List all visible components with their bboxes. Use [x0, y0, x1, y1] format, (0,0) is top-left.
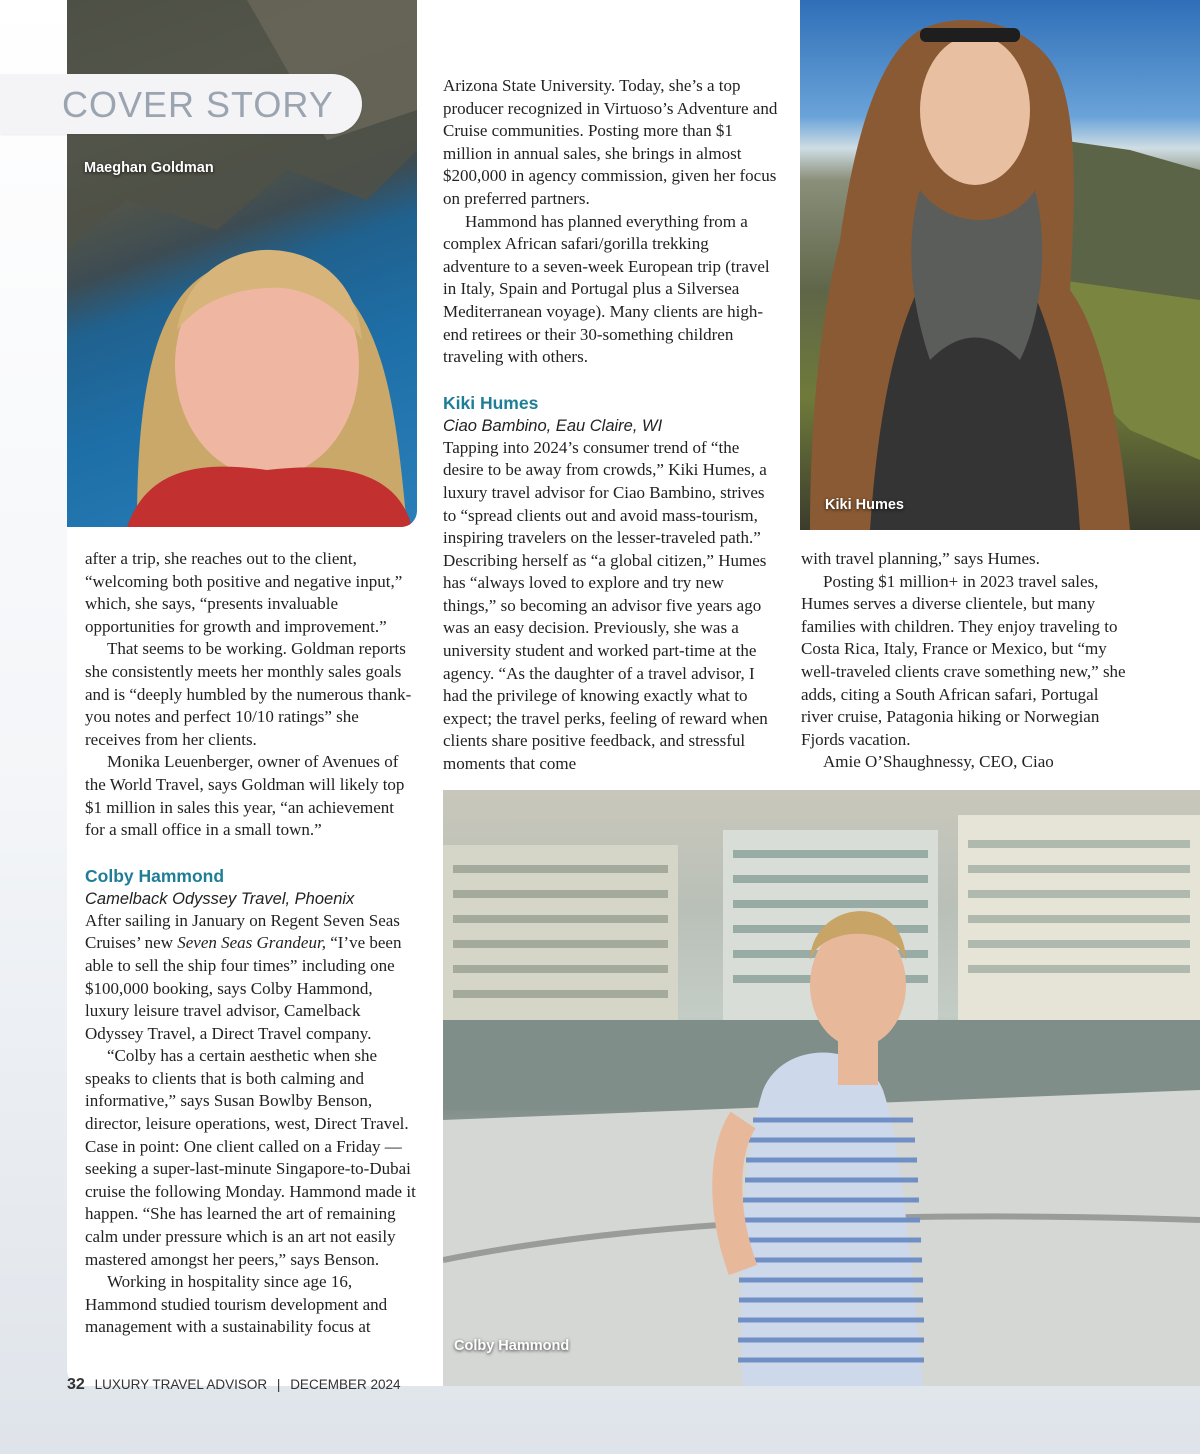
paragraph: after a trip, she reaches out to the client, “welcoming both positive and negative input,” which, she says, “presents invaluable opportunities for growth and improvement.” [85, 549, 403, 636]
caption-colby-hammond: Colby Hammond [454, 1338, 570, 1354]
paragraph: with travel planning,” says Humes. [801, 549, 1040, 568]
page-footer [67, 1376, 400, 1396]
profile-agency-kiki-humes: Ciao Bambino, Eau Claire, WI [443, 416, 663, 435]
profile-heading-kiki-humes: Kiki Humes [443, 392, 539, 413]
paragraph: Posting $1 million+ in 2023 travel sales, Humes serves a diverse clientele, but many families with children. They enjoy traveling to Costa Rica, Italy, France or Mexico, but “my well-traveled clients crave something new,” she adds, citing a South African safari, Portugal river cruise, Patagonia hiking or Norwegian Fjords vacation. [801, 571, 1126, 749]
paragraph: Monika Leuenberger, owner of Avenues of the World Travel, says Goldman will likely top $1 million in sales this year, “an achievement for a small office in a small town.” [85, 752, 405, 840]
caption-maeghan-goldman: Maeghan Goldman [84, 160, 214, 176]
photo-colby-hammond [443, 790, 1200, 1386]
text-run: “I’ve been able to sell the ship four times” including one $100,000 booking, says Colby Hammond, luxury leisure travel advisor, Camelback Odyssey Travel, a Direct Travel company. [85, 933, 402, 1043]
publication-name: LUXURY TRAVEL ADVISOR [94, 1377, 268, 1392]
footer-separator: | [276, 1377, 281, 1392]
ship-name: Seven Seas Grandeur, [177, 933, 326, 953]
profile-heading-colby-hammond: Colby Hammond [85, 865, 225, 886]
profile-agency-colby-hammond: Camelback Odyssey Travel, Phoenix [85, 889, 355, 908]
paragraph: Tapping into 2024’s consumer trend of “the desire to be away from crowds,” Kiki Humes, a luxury travel advisor for Ciao Bambino, strives to “spread clients out and avoid mass-tourism, inspiring travelers on the lesser-traveled path.” Describing herself as “a global citizen,” Humes has “always loved to explore and try new things,” so becoming an advisor five years ago was an easy decision. Previously, she was a university student and worked part-time at the agency. “As the daughter of a travel advisor, I had the privilege of knowing exactly what to expect; the travel perks, feeling of reward when clients share positive feedback, and stressful moments that come [443, 437, 768, 774]
paragraph: Working in hospitality since age 16, Hammond studied tourism development and management with a sustainability focus at [85, 1272, 388, 1337]
page-number: 32 [67, 1376, 85, 1393]
caption-kiki-humes: Kiki Humes [825, 497, 904, 513]
portrait-figure-humes [800, 0, 1200, 530]
photo-kiki-humes [800, 0, 1200, 530]
paragraph: Hammond has planned everything from a complex African safari/gorilla trekking adventure to a seven-week European trip (travel in Italy, Spain and Portugal plus a Silversea Mediterranean voyage). Many clients are high-end retirees or their 30-something children traveling with others. [443, 211, 770, 367]
text-column-1 [85, 548, 417, 1339]
paragraph: Arizona State University. Today, she’s a top producer recognized in Virtuoso’s Adventure and Cruise communities. Posting more than $1 million in annual sales, she brings in almost $200,000 in agency commission, given her focus on preferred partners. [443, 76, 778, 208]
paragraph: Amie O’Shaughnessy, CEO, Ciao [823, 752, 1054, 772]
section-label-text: COVER STORY [62, 84, 334, 125]
paragraph: “Colby has a certain aesthetic when she speaks to clients that is both calming and informative,” says Susan Bowlby Benson, director, leisure operations, west, Direct Travel. Case in point: One client called on a Friday — seeking a super-last-minute Singapore-to-Dubai cruise the following Monday. Hammond made it happen. “She has learned the art of remaining calm under pressure which is an art not easily mastered amongst her peers,” says Benson. [85, 1046, 416, 1269]
issue-date: DECEMBER 2024 [290, 1377, 401, 1392]
section-label [0, 74, 362, 134]
text-column-2 [443, 75, 778, 776]
text-column-3 [801, 548, 1129, 774]
text-run: After sailing in January on Regent Seven Seas Cruises’ new [85, 910, 400, 953]
paragraph [85, 910, 417, 1046]
paragraph: That seems to be working. Goldman reports she consistently meets her monthly sales goals and is “deeply humbled by the numerous thank-you notes and perfect 10/10 ratings” she receives from her clients. [85, 639, 412, 749]
portrait-figure-hammond [443, 790, 1200, 1386]
